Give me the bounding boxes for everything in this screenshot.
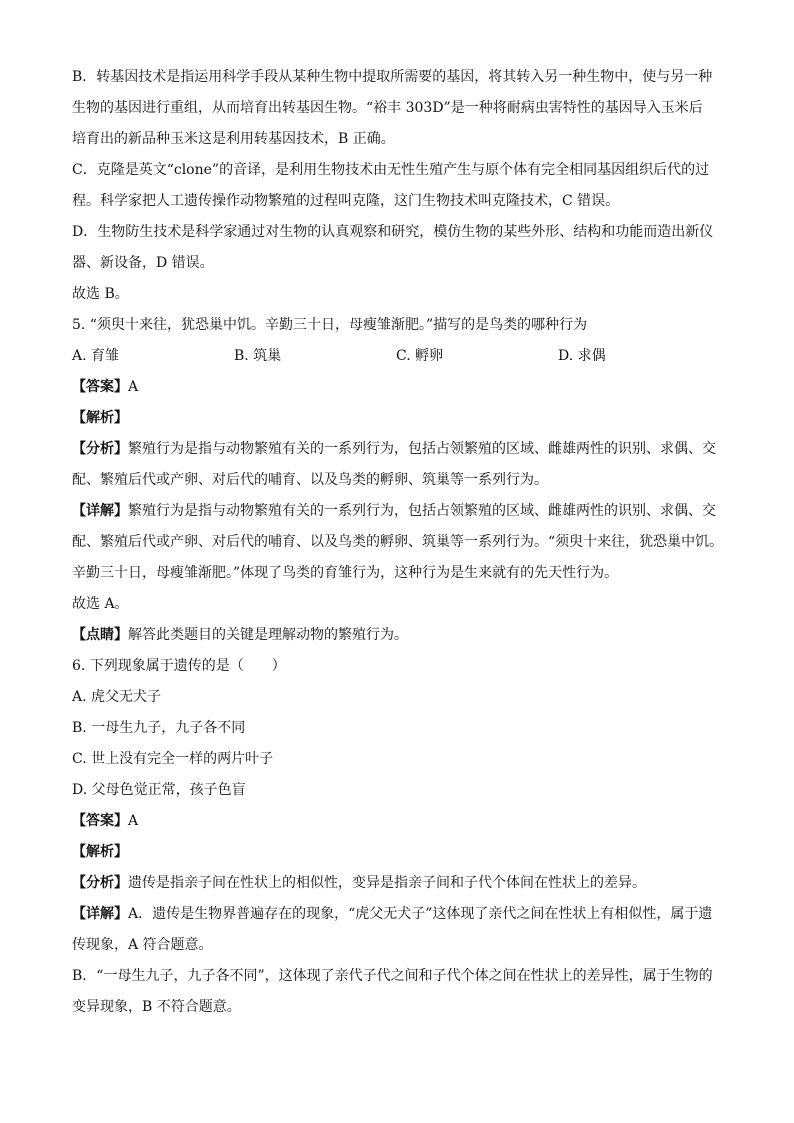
q5-fenxi-text: 繁殖行为是指与动物繁殖有关的一系列行为，包括占领繁殖的区域、雌雄两性的识别、求偶、交 (128, 441, 716, 457)
text-line: 变异现象，B 不符合题意。 (72, 999, 241, 1015)
q5-option-a: A. 育雏 (72, 348, 120, 364)
q5-xiangjie-tag: 【详解】 (72, 503, 128, 519)
q6-fenxi-tag: 【分析】 (72, 875, 128, 891)
q6-option-a: A. 虎父无犬子 (72, 689, 162, 705)
text-line: 配、繁殖后代或产卵、对后代的哺育、以及鸟类的孵卵、筑巢等一系列行为。 (72, 472, 548, 488)
text-line: 程。科学家把人工遗传操作动物繁殖的过程叫克隆，这门生物技术叫克隆技术，C 错误。 (72, 193, 620, 209)
q5-analysis-title: 【解析】 (72, 410, 128, 426)
text-line: 器、新设备，D 错误。 (72, 255, 214, 271)
q6-option-d: D. 父母色觉正常，孩子色盲 (72, 782, 246, 798)
q5-option-d: D. 求偶 (558, 348, 606, 364)
q5-option-c: C. 孵卵 (396, 348, 444, 364)
text-line: C．克隆是英文“clone”的音译，是利用生物技术由无性生殖产生与原个体有完全相同基因组织后代的过 (72, 162, 710, 178)
q5-answer-tag: 【答案】 (72, 379, 128, 395)
q5-dianjing-text: 解答此类题目的关键是理解动物的繁殖行为。 (128, 627, 408, 643)
q5-choose: 故选 A。 (72, 596, 129, 612)
text-line: 培育出的新品种玉米这是利用转基因技术，B 正确。 (72, 131, 395, 147)
q6-answer (72, 811, 732, 831)
text-line: 生物的基因进行重组，从而培育出转基因生物。“裕丰 303D”是一种将耐病虫害特性的基因导入玉米后 (72, 100, 703, 116)
text-line: 故选 B。 (72, 286, 129, 302)
q6-option-c: C. 世上没有完全一样的两片叶子 (72, 751, 274, 767)
q5-dianjing (72, 625, 732, 645)
q5-fenxi-tag: 【分析】 (72, 441, 128, 457)
q6-fenxi-text: 遗传是指亲子间在性状上的相似性，变异是指亲子间和子代个体间在性状上的差异。 (128, 875, 646, 891)
q6-answer-tag: 【答案】 (72, 813, 128, 829)
q5-answer (72, 377, 732, 397)
q6-xiangjie-text: A．遗传是生物界普遍存在的现象，“虎父无犬子”这体现了亲代之间在性状上有相似性，属于遗 (128, 906, 713, 922)
question-6-stem: 6. 下列现象属于遗传的是（ ） (72, 658, 286, 674)
text-line: 传现象，A 符合题意。 (72, 937, 213, 953)
text-line: B．“一母生九子，九子各不同”，这体现了亲代子代之间和子代个体之间在性状上的差异性，属于生物的 (72, 968, 713, 984)
q5-option-b: B. 筑巢 (234, 348, 282, 364)
q5-dianjing-tag: 【点睛】 (72, 627, 128, 643)
q6-answer-value: A (128, 813, 139, 829)
q5-fenxi (72, 439, 732, 459)
q5-xiangjie-text: 繁殖行为是指与动物繁殖有关的一系列行为，包括占领繁殖的区域、雌雄两性的识别、求偶、交 (128, 503, 716, 519)
q5-answer-value: A (128, 379, 139, 395)
q6-xiangjie (72, 904, 732, 924)
text-line: B．转基因技术是指运用科学手段从某种生物中提取所需要的基因，将其转入另一种生物中，使与另一种 (72, 69, 713, 85)
q6-xiangjie-tag: 【详解】 (72, 906, 128, 922)
question-5-stem: 5. “须臾十来往，犹恐巢中饥。辛勤三十日，母瘦雏渐肥。”描写的是鸟类的哪种行为 (72, 317, 588, 333)
text-line: D．生物防生技术是科学家通过对生物的认真观察和研究，模仿生物的某些外形、结构和功能而造出新仪 (72, 224, 714, 240)
q6-option-b: B. 一母生九子，九子各不同 (72, 720, 246, 736)
q6-fenxi (72, 873, 732, 893)
text-line: 配、繁殖后代或产卵、对后代的哺育、以及鸟类的孵卵、筑巢等一系列行为。“须臾十来往，犹恐巢中饥。 (72, 534, 724, 550)
text-line: 辛勤三十日，母瘦雏渐肥。”体现了鸟类的育雏行为，这种行为是生来就有的先天性行为。 (72, 565, 619, 581)
q6-analysis-title: 【解析】 (72, 844, 128, 860)
q5-xiangjie (72, 501, 732, 521)
